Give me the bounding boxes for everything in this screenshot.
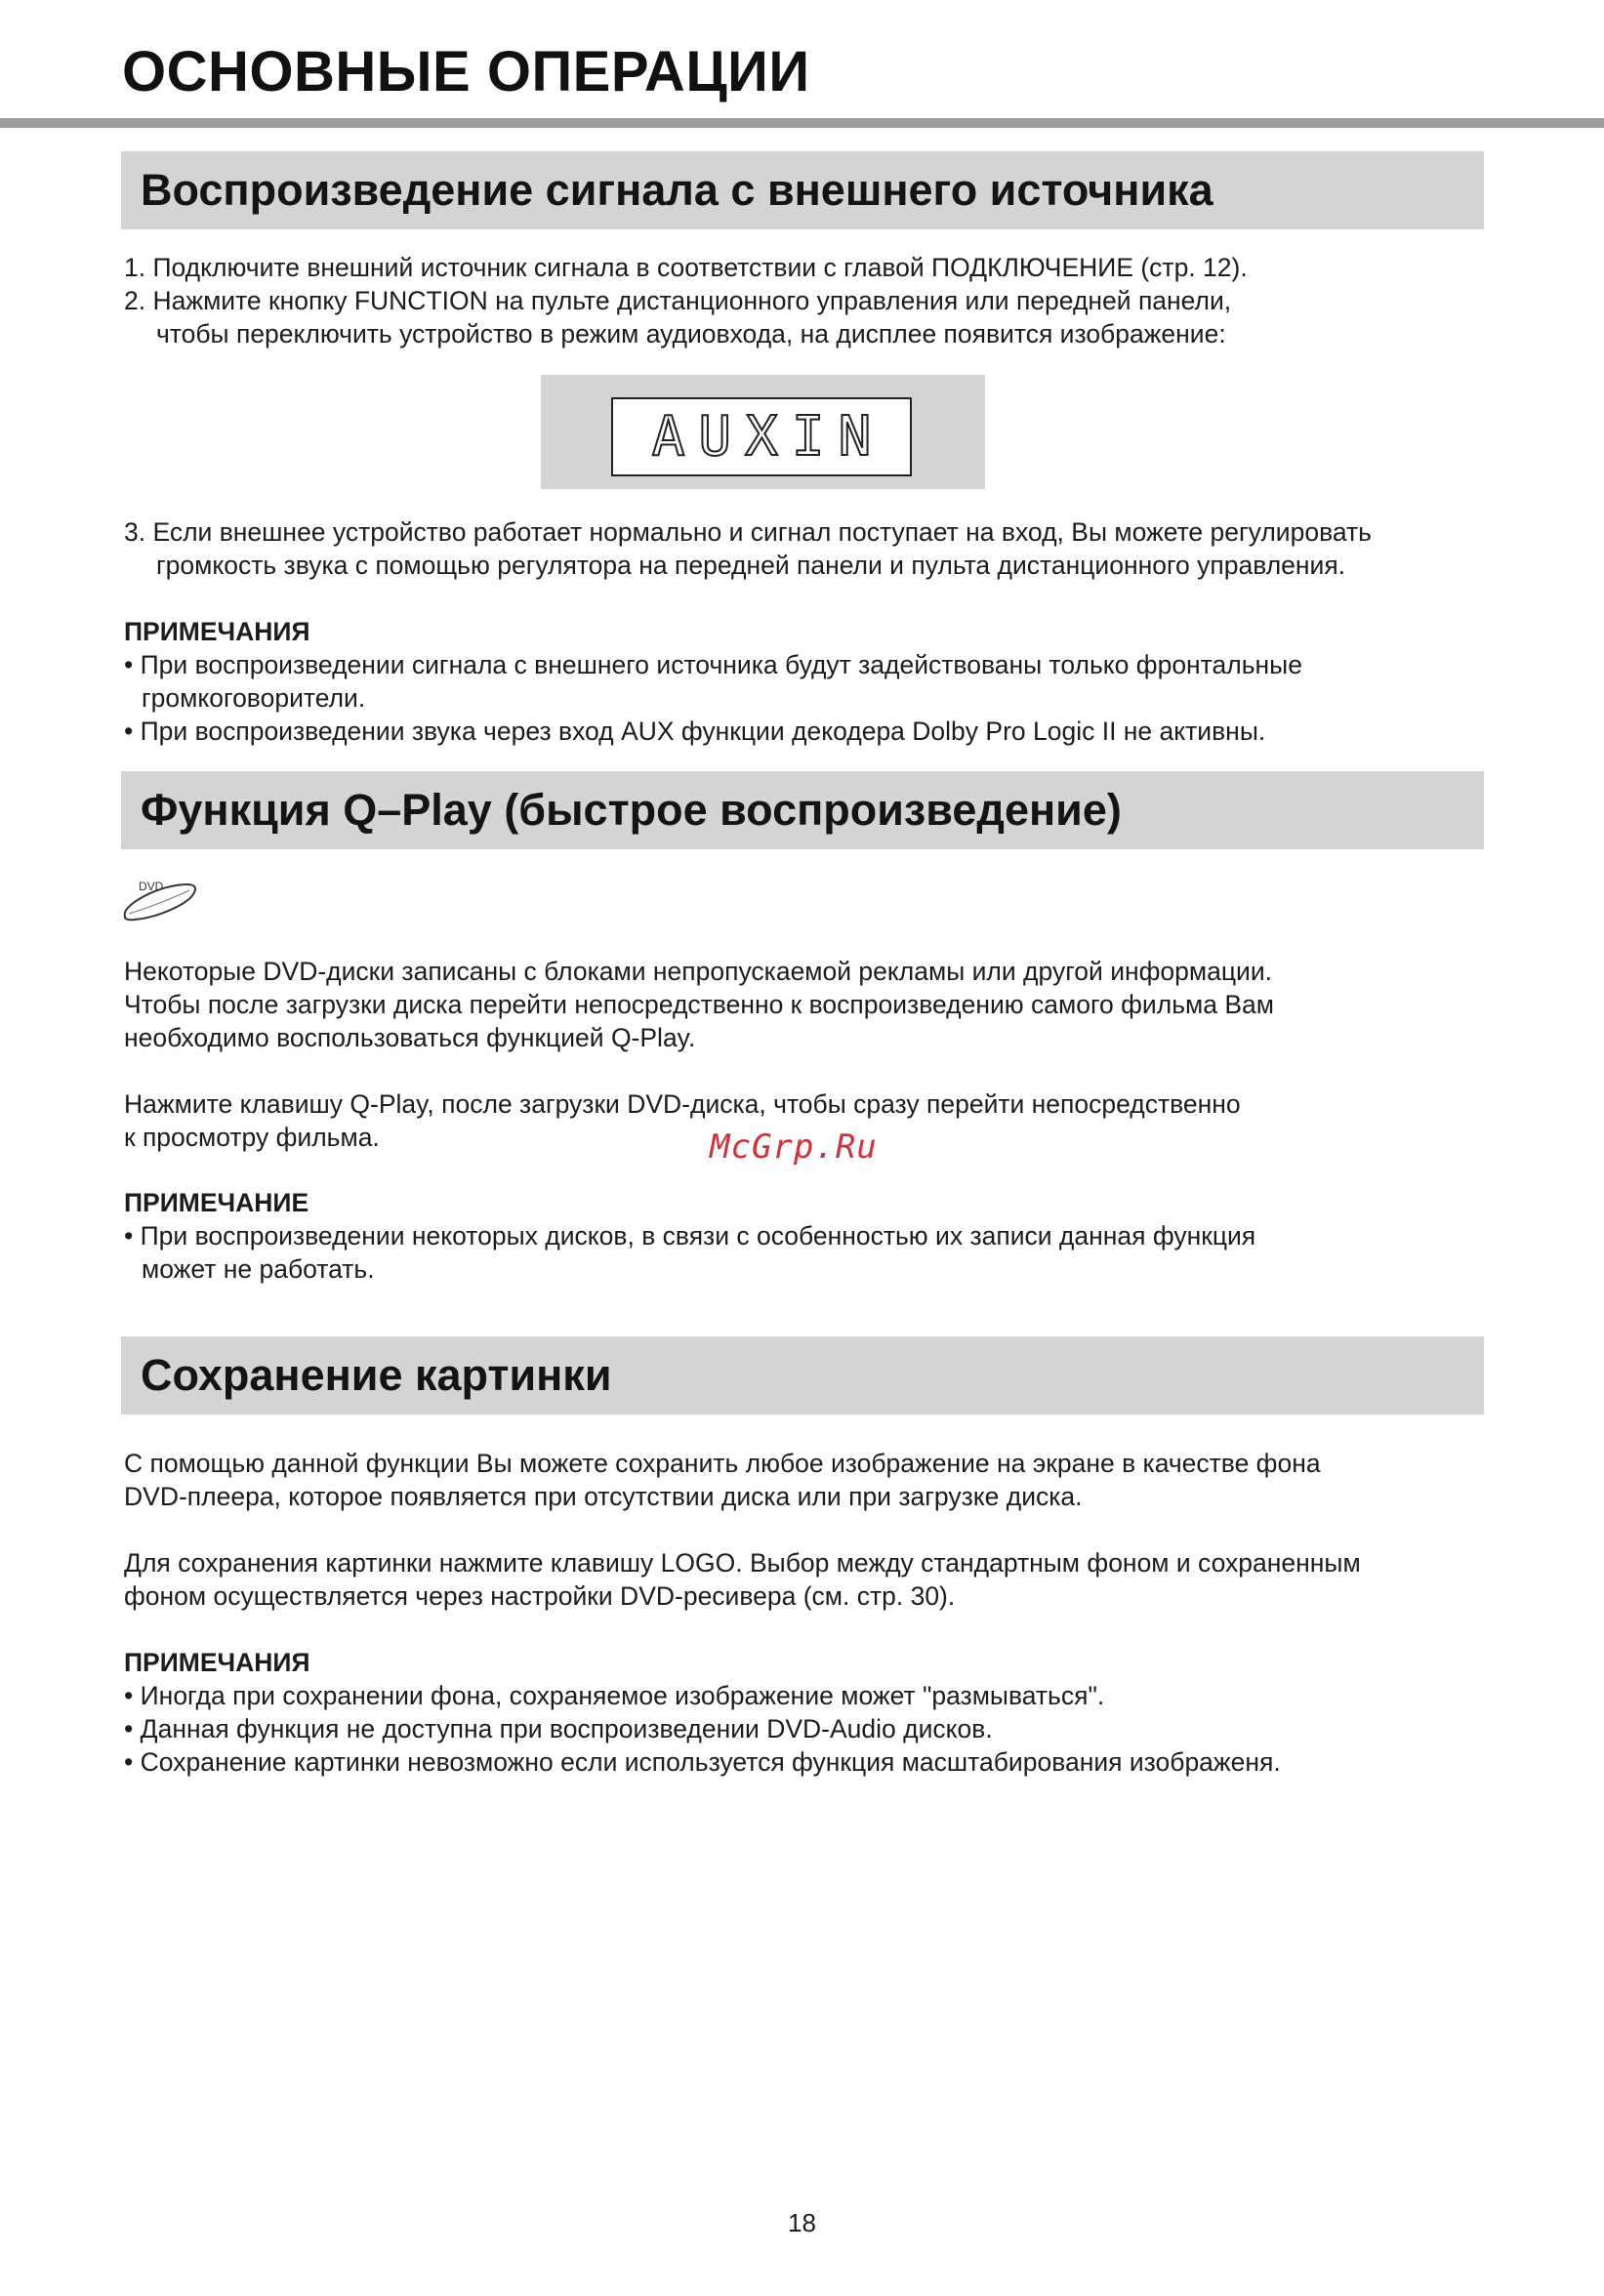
external-source-steps bbox=[124, 251, 1491, 350]
save-picture-notes bbox=[124, 1646, 1491, 1779]
note-1-line-1: • При воспроизведении сигнала с внешнего источника будут задействованы только фронтальные bbox=[124, 650, 1302, 679]
q-play-para-1-line-3: необходимо воспользоваться функцией Q-Play. bbox=[124, 1023, 696, 1052]
external-source-step-3 bbox=[124, 515, 1491, 582]
q-play-note-line-2: может не работать. bbox=[142, 1254, 375, 1284]
q-play-para-1-line-2: Чтобы после загрузки диска перейти непосредственно к воспроизведению самого фильма Вам bbox=[124, 990, 1274, 1019]
step-1: 1. Подключите внешний источник сигнала в соответствии с главой ПОДКЛЮЧЕНИЕ (стр. 12). bbox=[124, 253, 1248, 282]
note-heading: ПРИМЕЧАНИЕ bbox=[124, 1188, 309, 1217]
save-para-2-line-1: Для сохранения картинки нажмите клавишу LOGO. Выбор между стандартным фоном и сохраненным bbox=[124, 1548, 1361, 1578]
q-play-para-2-line-1: Нажмите клавишу Q-Play, после загрузки DVD-диска, чтобы сразу перейти непосредственно bbox=[124, 1089, 1241, 1119]
step-2-line-1: 2. Нажмите кнопку FUNCTION на пульте дистанционного управления или передней панели, bbox=[124, 286, 1232, 315]
step-3-line-2: громкость звука с помощью регулятора на передней панели и пульта дистанционного управления. bbox=[156, 551, 1346, 580]
external-source-notes bbox=[124, 615, 1491, 748]
section-heading-text: Воспроизведение сигнала с внешнего источника bbox=[141, 165, 1213, 215]
front-display-illustration bbox=[541, 375, 985, 489]
notes-heading: ПРИМЕЧАНИЯ bbox=[124, 1648, 310, 1677]
lcd-display bbox=[611, 397, 912, 476]
title-divider bbox=[0, 118, 1604, 128]
page-title: ОСНОВНЫЕ ОПЕРАЦИИ bbox=[122, 40, 810, 103]
save-picture-description bbox=[124, 1447, 1491, 1513]
save-note-3: • Сохранение картинки невозможно если используется функция масштабирования изображеня. bbox=[124, 1747, 1281, 1777]
section-heading-q-play bbox=[121, 771, 1484, 849]
section-heading-external-source bbox=[121, 151, 1484, 229]
save-note-1: • Иногда при сохранении фона, сохраняемое изображение может "размываться". bbox=[124, 1681, 1105, 1710]
q-play-para-2-line-2: к просмотру фильма. bbox=[124, 1123, 380, 1152]
section-heading-text: Функция Q–Play (быстрое воспроизведение) bbox=[141, 785, 1122, 835]
watermark: McGrp.Ru bbox=[710, 1128, 878, 1167]
save-para-1-line-2: DVD-плеера, которое появляется при отсутствии диска или при загрузке диска. bbox=[124, 1482, 1083, 1511]
dvd-badge-label: DVD bbox=[139, 880, 164, 893]
step-2-line-2: чтобы переключить устройство в режим аудиовхода, на дисплее появится изображение: bbox=[156, 319, 1226, 348]
q-play-note-line-1: • При воспроизведении некоторых дисков, в связи с особенностью их записи данная функция bbox=[124, 1221, 1256, 1250]
save-para-2-line-2: фоном осуществляется через настройки DVD-ресивера (см. стр. 30). bbox=[124, 1581, 956, 1611]
q-play-description bbox=[124, 955, 1491, 1054]
step-3-line-1: 3. Если внешнее устройство работает нормально и сигнал поступает на вход, Вы можете регулировать bbox=[124, 517, 1372, 547]
notes-heading: ПРИМЕЧАНИЯ bbox=[124, 617, 310, 646]
save-note-2: • Данная функция не доступна при воспроизведении DVD-Audio дисков. bbox=[124, 1714, 993, 1743]
lcd-display-text: AUXIN bbox=[651, 405, 885, 469]
section-heading-text: Сохранение картинки bbox=[141, 1350, 612, 1400]
page-number: 18 bbox=[788, 2208, 816, 2237]
q-play-note bbox=[124, 1186, 1491, 1286]
save-para-1-line-1: С помощью данной функции Вы можете сохранить любое изображение на экране в качестве фона bbox=[124, 1449, 1321, 1478]
note-1-line-2: громкоговорители. bbox=[142, 683, 366, 713]
section-heading-save-picture bbox=[121, 1336, 1484, 1414]
note-2: • При воспроизведении звука через вход AUX функции декодера Dolby Pro Logic II не активны. bbox=[124, 717, 1266, 746]
q-play-para-1-line-1: Некоторые DVD-диски записаны с блоками непропускаемой рекламы или другой информации. bbox=[124, 957, 1273, 986]
save-picture-instruction bbox=[124, 1546, 1491, 1613]
dvd-disc-icon bbox=[119, 877, 197, 923]
